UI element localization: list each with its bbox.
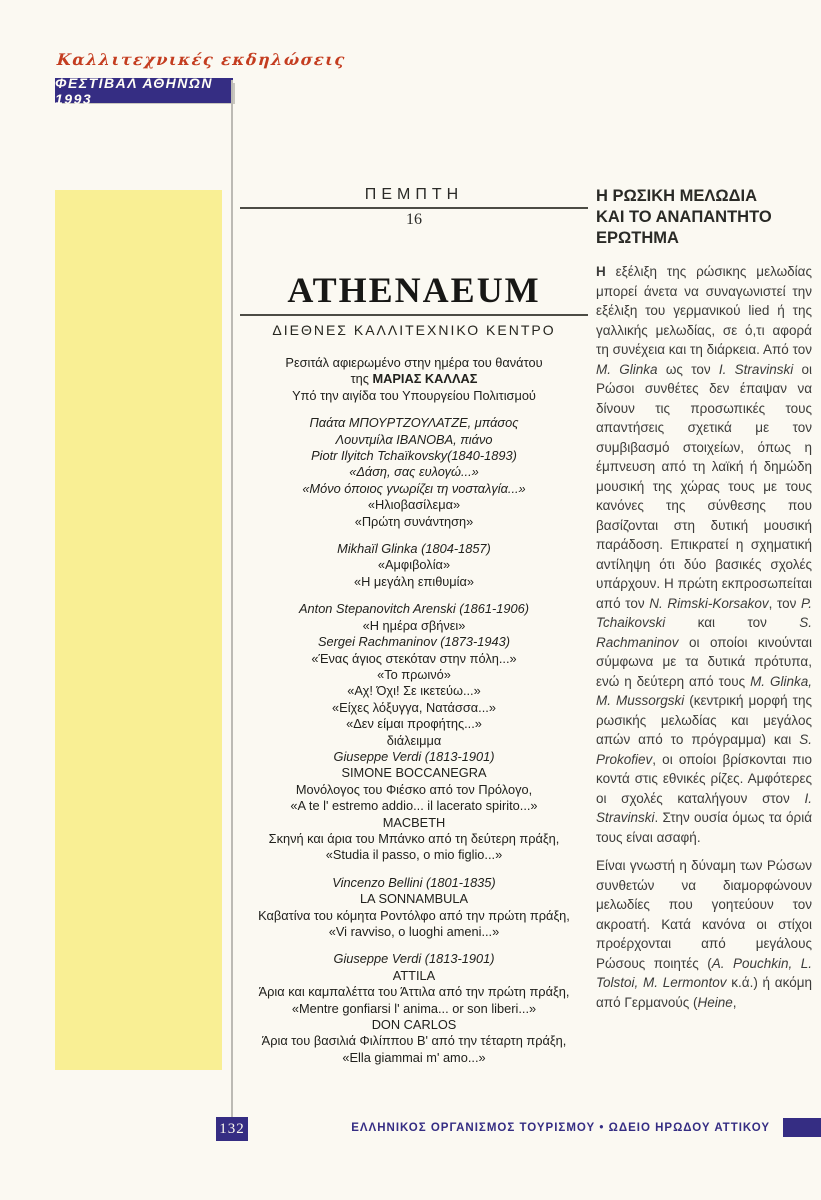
program-line: LA SONNAMBULA (359, 891, 469, 907)
venue-subtitle: ΔΙΕΘΝΕΣ ΚΑΛΛΙΤΕΧΝΙΚΟ ΚΕΝΤΡΟ (272, 322, 556, 338)
divider-rule (240, 314, 588, 316)
program-line: Sergei Rachmaninov (1873-1943) (317, 634, 511, 650)
program-line: Σκηνή και άρια του Μπάνκο από τη δεύτερη πράξη, (268, 830, 560, 846)
program-line: «Είχες λόξυγγα, Νατάσσα...» (332, 699, 496, 715)
footer-text: ΕΛΛΗΝΙΚΟΣ ΟΡΓΑΝΙΣΜΟΣ ΤΟΥΡΙΣΜΟΥ • ΩΔΕΙΟ ΗΡΩΔΟΥ ΑΤΤΙΚΟΥ (351, 1122, 770, 1134)
article-title (596, 186, 812, 249)
program-line: της ΜΑΡΙΑΣ ΚΑΛΛΑΣ (350, 371, 478, 387)
program-line: «Η μεγάλη επιθυμία» (353, 573, 475, 589)
category-heading: Καλλιτεχνικές εκδηλώσεις (56, 50, 347, 69)
program-line: Mikhaïl Glinka (1804-1857) (337, 541, 491, 557)
article-title-line: Η ΡΩΣΙΚΗ ΜΕΛΩΔΙΑ (596, 187, 757, 205)
program-line: διάλειμμα (386, 732, 442, 748)
program-line: DON CARLOS (371, 1017, 457, 1033)
article-column (596, 186, 812, 1021)
program-line: MACBETH (382, 814, 446, 830)
program-line: «Studia il passo, o mio figlio...» (325, 847, 503, 863)
program-line: Παάτα ΜΠΟΥΡΤΖΟΥΛΑΤΖΕ, μπάσος (309, 415, 519, 431)
program-line: «Δεν είμαι προφήτης...» (346, 716, 482, 732)
program-line: «Ella giammai m' amo...» (342, 1049, 486, 1065)
article-title-line: ΚΑΙ ΤΟ ΑΝΑΠΑΝΤΗΤΟ (596, 208, 772, 226)
program-line: «A te l' estremo addio... il lacerato spirito...» (290, 798, 538, 814)
divider-rule (240, 207, 588, 209)
program-line: Άρια και καμπαλέττα του Άττιλα από την πρώτη πράξη, (258, 984, 570, 1000)
program-line: Giuseppe Verdi (1813-1901) (333, 748, 495, 764)
program-line: «Αχ! Όχι! Σε ικετεύω...» (347, 683, 481, 699)
program-lines (240, 355, 588, 1066)
program-line: Άρια του βασιλιά Φιλίππου Β' από την τέταρτη πράξη, (261, 1033, 567, 1049)
program-line: Καβατίνα του κόμητα Ροντόλφο από την πρώτη πράξη, (258, 907, 570, 923)
program-line: «Πρώτη συνάντηση» (354, 513, 474, 529)
program-line: «Ηλιοβασίλεμα» (367, 497, 461, 513)
program-line: Giuseppe Verdi (1813-1901) (333, 951, 495, 967)
festival-badge: ΦΕΣΤΙΒΑΛ ΑΘΗΝΩΝ 1993 (55, 78, 233, 103)
program-line: SIMONE BOCCANEGRA (341, 765, 487, 781)
article-body (596, 262, 812, 1012)
program-line: ATTILA (392, 967, 436, 983)
article-title-line: ΕΡΩΤΗΜΑ (596, 229, 679, 247)
program-line: Piotr Ilyitch Tchaïkovsky(1840-1893) (311, 448, 517, 464)
footer-accent-bar (783, 1118, 821, 1137)
program-line: Λουντμίλα ΙΒΑΝΟΒΑ, πιάνο (335, 431, 493, 447)
program-line: Ρεσιτάλ αφιερωμένο στην ημέρα του θανάτου (285, 355, 543, 370)
yellow-sidebar-band (55, 190, 222, 1070)
program-column (240, 186, 588, 1066)
program-date: 16 (406, 211, 422, 228)
program-line: «Mentre gonfiarsi l' anima... or son liberi...» (291, 1000, 537, 1016)
program-line: «Vi ravviso, o luoghi ameni...» (328, 924, 500, 939)
program-line: Vincenzo Bellini (1801-1835) (332, 874, 496, 890)
program-line: Anton Stepanovitch Arenski (1861-1906) (298, 601, 529, 617)
program-line: «Δάση, σας ευλογώ...» (349, 464, 479, 480)
page-number-badge: 132 (216, 1117, 248, 1141)
program-line: Υπό την αιγίδα του Υπουργείου Πολιτισμού (292, 387, 536, 403)
program-line: Μονόλογος του Φιέσκο από τον Πρόλογο, (295, 781, 533, 797)
program-line: «Ένας άγιος στεκόταν στην πόλη...» (311, 650, 517, 666)
vertical-divider-line (231, 80, 233, 1117)
program-line: «Αμφιβολία» (377, 557, 451, 573)
program-day: ΠΕΜΠΤΗ (364, 186, 464, 203)
article-paragraph: Είναι γνωστή η δύναμη των Ρώσων συνθετών να διαμορφώνουν μελωδίες που γοητεύουν τον ακροατή. Κατά κανόνα οι στίχοι προέρχονται από μεγάλους Ρώσους ποιητές (A. Pouchkin, L. Tolstoi, M. Lermontov κ.ά.) ή ακόμη από Γερμανούς (Heine, (596, 858, 812, 1010)
program-line: «Το πρωινό» (377, 666, 451, 682)
venue-title: ATHENAEUM (287, 270, 541, 310)
article-paragraph: Η εξέλιξη της ρώσικης μελωδίας μπορεί άνετα να συναγωνιστεί την εξέλιξη του γερμανικού lied ή της γαλλικής μελωδίας, σε ό,τι αφορά τη συνέχεια και τη διάρκεια. Από τον M. Glinka ως τον I. Stravinski οι Ρώσοι συνθέτες δεν έπαψαν να δίνουν τις προσωπικές τους απαντήσεις σχετικά με τον συμβιβασμό στοιχείων, όπως η έμπνευση από τη λαϊκή ή δημώδη μουσική της χώρας τους με τους κανόνες της σύνθεσης που βασίζονται στη δυτική μουσική παράδοση. Επικρατεί η σχηματική αντίληψη ότι δύο βασικές σχολές υπάρχουν. Η πρώτη εκπροσωπείται από τον N. Rimski-Korsakov, τον P. Tchaikovski και τον S. Rachmaninov οι οποίοι κινούνται σύμφωνα με τα δυτικά πρότυπα, ενώ η δεύτερη από τους M. Glinka, M. Mussorgski (κεντρική μορφή της ρωσικής μελωδίας και μεγάλος απών από το πρόγραμμα) και S. Prokofiev, οι οποίοι βρίσκονται πιο κοντά στις εθνικές ρίζες. Αμφότερες οι σχολές καταλήγουν στον I. Stravinski. Στην ουσία όμως τα όριά τους είναι ασαφή. (596, 264, 813, 845)
program-line: «Μόνο όποιος γνωρίζει τη νοσταλγία...» (302, 480, 526, 496)
program-line: «Η ημέρα σβήνει» (362, 617, 466, 633)
